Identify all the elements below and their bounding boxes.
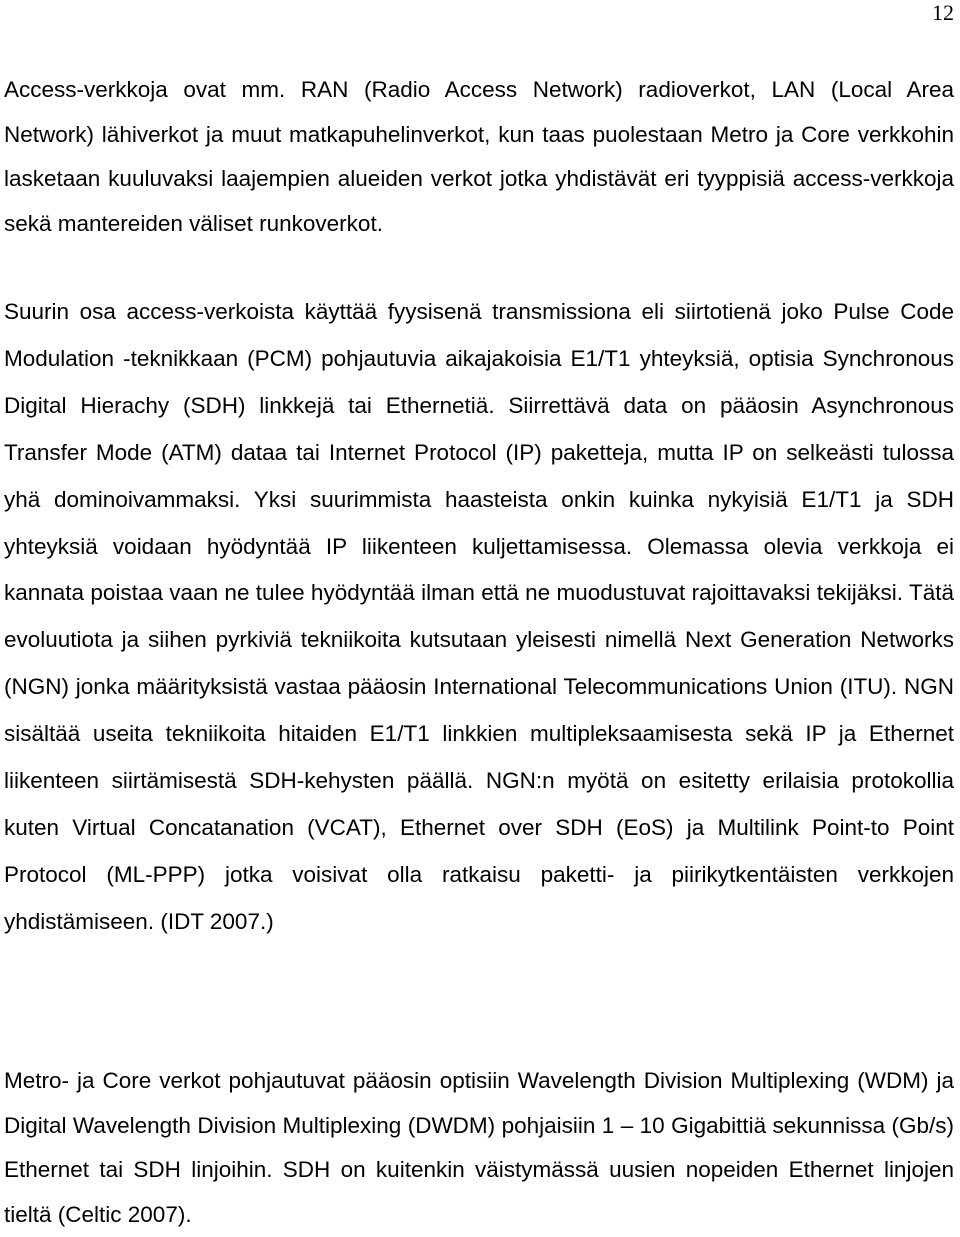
page-number: 12 — [932, 0, 954, 25]
paragraph-metro-core: Metro- ja Core verkot pohjautuvat pääosin optisiin Wavelength Division Multiplexing (WDM) ja Digital Wavelength Division Multiplexing (DWDM) pohjaisiin 1 – 10 Gigabittiä sekunnissa (Gb/s) Ethernet tai SDH linjoihin. SDH on kuitenkin väistymässä uusien nopeiden Ethernet linjojen tieltä (Celtic 2007). — [4, 1068, 954, 1227]
paragraph-access-networks: Access-verkkoja ovat mm. RAN (Radio Access Network) radioverkot, LAN (Local Area Network) lähiverkot ja muut matkapuhelinverkot, kun taas puolestaan Metro ja Core verkkohin lasketaan kuuluvaksi laajempien alueiden verkot jotka yhdistävät eri tyyppisiä access-verkkoja sekä mantereiden väliset runkoverkot. — [4, 77, 954, 236]
paragraph-transmission: Suurin osa access-verkoista käyttää fyysisenä transmissiona eli siirtotienä joko Pulse Code Modulation -teknikkaan (PCM) pohjautuvia aikajakoisia E1/T1 yhteyksiä, optisia Synchronous Digital Hierachy (SDH) linkkejä tai Ethernetiä. Siirrettävä data on pääosin Asynchronous Transfer Mode (ATM) dataa tai Internet Protocol (IP) paketteja, mutta IP on selkeästi tulossa yhä dominoivammaksi. Yksi suurimmista haasteista onkin kuinka nykyisiä E1/T1 ja SDH yhteyksiä voidaan hyödyntää IP liikenteen kuljettamisessa. Olemassa olevia verkkoja ei kannata poistaa vaan ne tulee hyödyntää ilman että ne muodustuvat rajoittavaksi tekijäksi. Tätä evoluutiota ja siihen pyrkiviä tekniikoita kutsutaan yleisesti nimellä Next Generation Networks (NGN) jonka määrityksistä vastaa pääosin International Telecommunications Union (ITU). NGN sisältää useita tekniikoita hitaiden E1/T1 linkkien multipleksaamisesta sekä IP ja Ethernet liikenteen siirtämisestä SDH-kehysten päällä. NGN:n myötä on esitetty erilaisia protokollia kuten Virtual Concatanation (VCAT), Ethernet over SDH (EoS) ja Multilink Point-to Point Protocol (ML-PPP) jotka voisivat olla ratkaisu paketti- ja piirikytkentäisten verkkojen yhdistämiseen. (IDT 2007.) — [4, 299, 954, 934]
